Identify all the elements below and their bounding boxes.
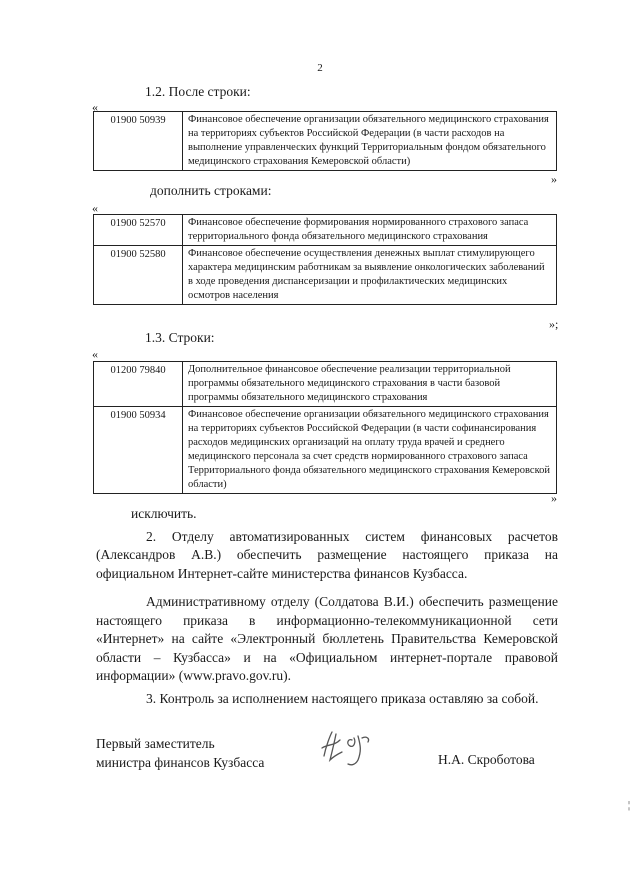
row-code: 01900 50934 [94,407,183,494]
row-code: 01900 50939 [94,112,183,171]
add-rows-caption: дополнить строками: [150,183,272,198]
section-1-2-heading: 1.2. После строки: [145,84,251,99]
signature-block [96,735,264,772]
row-code: 01900 52570 [94,215,183,246]
open-quote: « [92,100,98,114]
row-code: 01900 52580 [94,246,183,305]
row-description: Финансовое обеспечение формирования нормированного страхового запаса территориального фонда обязательного медицинского страхования [183,215,557,246]
paragraph-2: 2. Отделу автоматизированных систем финансовых расчетов (Александров А.В.) обеспечить размещение настоящего приказа на официальном Интернет-сайте министерства финансов Кузбасса. [96,528,558,581]
row-description: Финансовое обеспечение осуществления денежных выплат стимулирующего характера медицинским работникам за выявление онкологических заболеваний в ходе проведения диспансеризации и профилактических медицинских осмотров населения [183,246,557,305]
table-row [94,112,557,171]
table-after-row [93,111,557,171]
close-quote: » [551,491,557,505]
table-row [94,215,557,246]
row-description: Дополнительное финансовое обеспечение реализации территориальной программы обязательного медицинского страхования в части базовой программы обязательного медицинского страхования [183,362,557,407]
page-number: 2 [317,62,323,74]
open-quote: « [92,347,98,361]
open-quote: « [92,201,98,215]
document-body [96,505,558,708]
row-description: Финансовое обеспечение организации обязательного медицинского страхования на территориях субъектов Российской Федерации (в части расходов на выполнение управленческих функций Территориальным фондом обязательного медицинского страхования Кемеровской области) [183,112,557,171]
table-row [94,407,557,494]
signer-name: Н.А. Скроботова [438,752,535,767]
edge-mark: ¦ [628,800,631,811]
paragraph-3: 3. Контроль за исполнением настоящего приказа оставляю за собой. [146,690,539,706]
signer-title-line-2: министра финансов Кузбасса [96,754,265,770]
table-row [94,362,557,407]
paragraph-admin: Административному отделу (Солдатова В.И.) обеспечить размещение настоящего приказа в информационно-телекоммуникационной сети «Интернет» на сайте «Электронный бюллетень Правительства Кемеровской области – Кузбасса» и на «Официальном интернет-портале правовой информации» (www.pravo.gov.ru). [96,594,558,683]
handwritten-signature [318,726,388,770]
row-description: Финансовое обеспечение организации обязательного медицинского страхования на территориях субъектов Российской Федерации (в части софинансирования расходов медицинских организаций на оплату труда врачей и среднего медицинского персонала за счет средств нормированного страхового запаса Территориального фонда обязательного медицинского страхования Кемеровской области) [183,407,557,494]
close-quote: » [551,172,557,186]
table-added-rows [93,214,557,305]
section-1-3-heading: 1.3. Строки: [145,330,215,345]
table-row [94,246,557,305]
exclude-text: исключить. [131,506,197,521]
close-quote: »; [549,317,559,331]
row-code: 01200 79840 [94,362,183,407]
signer-title-line-1: Первый заместитель [96,736,215,751]
table-removed-rows [93,361,557,494]
